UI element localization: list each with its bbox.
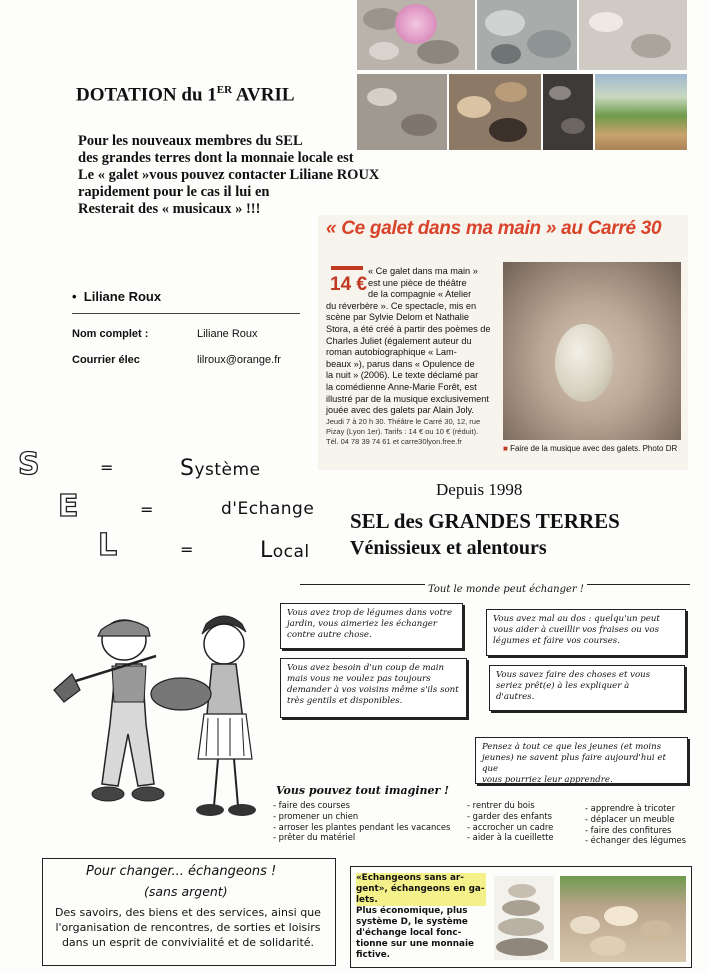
changer-line: dans un esprit de convivialité et de solidarité. [61, 936, 315, 949]
bubble-line: contre autre chose. [287, 630, 372, 640]
title-text-end: AVRIL [232, 84, 295, 106]
speech-bubble [280, 603, 463, 649]
photo-pebbles-white [579, 0, 687, 70]
cartoon-characters-illustration [46, 594, 276, 834]
word-cap: L [260, 538, 273, 563]
contact-name-text: Liliane Roux [83, 289, 162, 304]
divider [72, 313, 300, 314]
speech-bubble [475, 737, 688, 784]
word-rest: change [248, 499, 315, 519]
changer-body [44, 905, 332, 950]
since-date: Depuis 1998 [436, 480, 523, 499]
sel-name: SEL des GRANDES TERRES [350, 509, 620, 533]
page-title [76, 84, 295, 106]
acronym-equals: = [140, 500, 154, 519]
article-title: « Ce galet dans ma main » au Carré 30 [326, 218, 662, 239]
speech-bubble [489, 665, 685, 711]
intro-line: des grandes terres dont la monnaie locale est [78, 150, 354, 166]
bubble-line: demander à vos voisins même s'ils sont [287, 685, 459, 695]
highlighted-line: gent», échangeons en ga- [356, 884, 485, 894]
caption-text: Faire de la musique avec des galets. [510, 444, 641, 453]
title-text: DOTATION du 1 [76, 84, 217, 106]
highlighted-line: lets. [356, 895, 486, 906]
article-line: du réverbère ». Ce spectacle, mis en [326, 300, 477, 311]
article-line: Charles Juliet (également auteur du [326, 335, 472, 346]
speech-bubble [280, 658, 467, 718]
speech-bubble [486, 609, 686, 656]
contact-name: • Liliane Roux [72, 289, 162, 304]
echangeons-line: tionne sur une monnaie [356, 939, 474, 949]
bubble-line: d'autres. [496, 692, 535, 702]
list-item: - rentrer du bois [467, 800, 535, 810]
article-line: de la compagnie « Atelier [368, 289, 472, 300]
list-item: - faire des courses [273, 800, 351, 810]
acronym-word-echange [221, 499, 314, 519]
photo-pebbles-orchid [357, 0, 475, 70]
ideas-list-right [585, 803, 686, 846]
list-item: - promener un chien [273, 810, 359, 821]
article-line: jouée avec des galets par Alain Joly. [326, 405, 474, 416]
bubble-line: seriez prêt(e) à les expliquer à [496, 681, 630, 691]
bubble-line: jeunes) ne savent plus faire aujourd'hui et que [482, 753, 666, 774]
bubble-line: mais vous ne voulez pas toujours [287, 674, 431, 684]
intro-line: Resterait des « musicaux » !!! [78, 201, 261, 217]
sel-region: Vénissieux et alentours [350, 537, 547, 559]
article-line: « Ce galet dans ma main » [368, 266, 478, 276]
acronym-equals: = [180, 540, 194, 559]
article-line: scène par Sylvie Delom et Nathalie [326, 312, 469, 323]
word-cap: d'E [221, 499, 249, 519]
photo-garden [595, 74, 687, 150]
orchid-flower [395, 4, 437, 44]
bubble-line: Vous avez trop de légumes dans votre [287, 608, 453, 618]
photo-pebbles-brown [449, 74, 541, 150]
bubble-line: vous aider à cueillir vos fraises ou vos [493, 625, 659, 635]
email-label: Courrier élec [72, 354, 140, 366]
list-item: - accrocher un cadre [467, 821, 554, 832]
photo-pebble-pile [560, 876, 686, 962]
bubble-line: très gentils et disponibles. [287, 696, 403, 706]
fullname-value: Liliane Roux [197, 328, 258, 340]
article-caption: ■ Faire de la musique avec des galets. Photo DR [503, 444, 678, 453]
article-info: Tél. 04 78 39 74 61 et carre30lyon.free.fr [326, 436, 462, 446]
highlighted-line: «Echangeons sans ar- [356, 873, 486, 884]
photo-pebbles-dark [543, 74, 593, 150]
bubble-line: légumes et faire vos courses. [493, 636, 620, 646]
bubble-line: Vous savez faire des choses et vous [496, 670, 651, 680]
list-item: - arroser les plantes pendant les vacances [273, 821, 451, 832]
echangeons-line: fictive. [356, 950, 390, 960]
photo-pebbles-grey [477, 0, 577, 70]
acronym-equals: = [100, 458, 114, 477]
intro-paragraph [78, 133, 423, 218]
article-line: illustré par de la musique exclusivement [326, 393, 489, 404]
article-info: Pizay (Lyon 1er). Tarifs : 14 € ou 10 € (réduit). [326, 426, 479, 436]
changer-subtitle: (sans argent) [144, 884, 228, 899]
ideas-list-left [273, 800, 450, 843]
bubble-line: Vous avez besoin d'un coup de main [287, 663, 445, 673]
article-line: roman autobiographique « Lam- [326, 347, 457, 358]
acronym-word-systeme [180, 456, 261, 481]
acronym-letter-e: E [58, 489, 79, 524]
word-rest: ystème [194, 460, 261, 480]
acronym-letter-l: L [98, 528, 118, 563]
echangeons-line: d'échange local fonc- [356, 928, 462, 938]
imagine-title: Vous pouvez tout imaginer ! [276, 784, 449, 797]
echangeons-line: Plus économique, plus [356, 906, 468, 916]
article-line: la nuit » (2006). Le texte déclamé par [326, 370, 479, 381]
article-line: Stora, a été créé à partir des poèmes de [326, 323, 491, 334]
article-line: la comédienne Anne-Marie Forêt, est [326, 381, 477, 392]
article-price: 14 € [330, 274, 367, 295]
article-line: est une pièce de théâtre [368, 277, 467, 288]
changer-title: Pour changer... échangeons ! [86, 864, 277, 879]
comic-header: Tout le monde peut échanger ! [425, 584, 587, 595]
bubble-line: jardin, vous aimeriez les échanger [287, 619, 437, 629]
intro-line: Pour les nouveaux membres du SEL [78, 133, 303, 149]
acronym-word-local [260, 538, 310, 563]
changer-line: Des savoirs, des biens et des services, ainsi que [55, 906, 321, 919]
word-cap: S [180, 456, 195, 481]
ideas-list-middle [467, 800, 554, 843]
caption-credit: Photo DR [640, 444, 678, 453]
list-item: - faire des confitures [585, 824, 672, 835]
list-item: - échanger des légumes [585, 835, 687, 846]
bubble-line: Pensez à tout ce que les jeunes (et moins [482, 742, 662, 752]
bubble-line: vous pourriez leur apprendre. [482, 775, 613, 785]
photo-stacked-stones [494, 876, 554, 960]
intro-line: rapidement pour le cas il lui en [78, 184, 270, 200]
word-rest: ocal [272, 542, 310, 562]
list-item: - apprendre à tricoter [585, 803, 676, 813]
article-body [326, 266, 496, 447]
echangeons-text [356, 873, 486, 961]
echangeons-line: système D, le système [356, 917, 468, 927]
list-item: - aider à la cueillette [467, 832, 554, 843]
list-item: - prêter du matériel [273, 832, 356, 843]
changer-line: l'organisation de rencontres, de sorties et loisirs [55, 921, 321, 934]
title-superscript: ER [216, 84, 233, 96]
bubble-line: Vous avez mal au dos : quelqu'un peut [493, 614, 660, 624]
article-line: beaux »), parus dans « Opulence de [326, 358, 475, 369]
list-item: - déplacer un meuble [585, 813, 675, 824]
article-photo-hands-pebble [503, 262, 681, 440]
intro-line: Le « galet »vous pouvez contacter Liliane ROUX [78, 167, 380, 183]
acronym-letter-s: S [18, 447, 40, 482]
list-item: - garder des enfants [467, 810, 552, 821]
article-info: Jeudi 7 à 20 h 30. Théâtre le Carré 30, 12, rue [326, 416, 481, 426]
fullname-label: Nom complet : [72, 328, 149, 340]
email-value[interactable]: lilroux@orange.fr [197, 354, 281, 366]
